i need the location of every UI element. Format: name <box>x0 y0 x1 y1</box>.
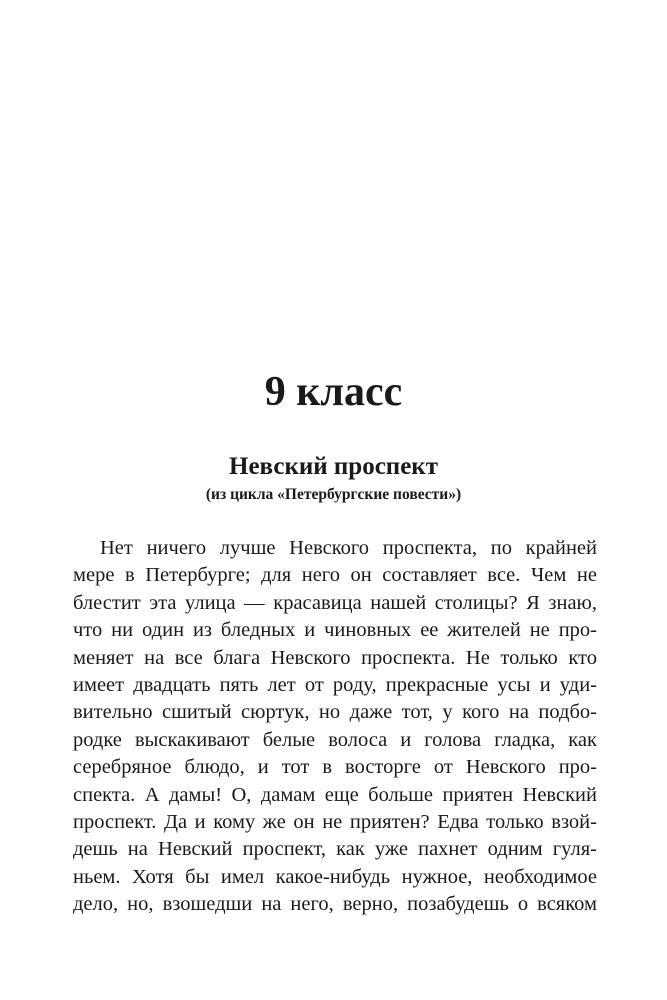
text-line: проспект. Да и кому же он не приятен? Едва только взой- <box>73 810 597 833</box>
text-line: серебряное блюдо, и тот в восторге от Невского про- <box>73 756 597 779</box>
text-line: родке выскакивают белые волоса и голова гладка, как <box>73 728 597 751</box>
grade-title: 9 класс <box>264 369 403 415</box>
text-line: блестит эта улица — красавица нашей столицы? Я знаю, <box>73 591 597 614</box>
text-line: дешь на Невский проспект, как уже пахнет одним гуля- <box>73 838 597 861</box>
text-line: что ни один из бледных и чиновных ее жителей не про- <box>73 619 597 642</box>
text-line: ньем. Хотя бы имел какое-нибудь нужное, необходимое <box>73 865 597 888</box>
text-line: имеет двадцать пять лет от роду, прекрасные усы и уди- <box>73 673 597 696</box>
text-line: вительно сшитый сюртук, но даже тот, у кого на подбо- <box>73 701 597 724</box>
text-line: меняет на все блага Невского проспекта. Не только кто <box>73 646 597 669</box>
text-line: Нет ничего лучше Невского проспекта, по крайней <box>100 537 597 559</box>
body-text <box>73 535 597 918</box>
story-subtitle: (из цикла «Петербургские повести») <box>205 486 462 503</box>
text-line: дело, но, взошедши на него, верно, позабудешь о всяком <box>73 893 597 916</box>
text-line: спекта. А дамы! О, дамам еще больше приятен Невский <box>73 783 597 806</box>
text-line: мере в Петербурге; для него он составляет все. Чем не <box>73 564 597 587</box>
story-title: Невский проспект <box>229 453 438 480</box>
